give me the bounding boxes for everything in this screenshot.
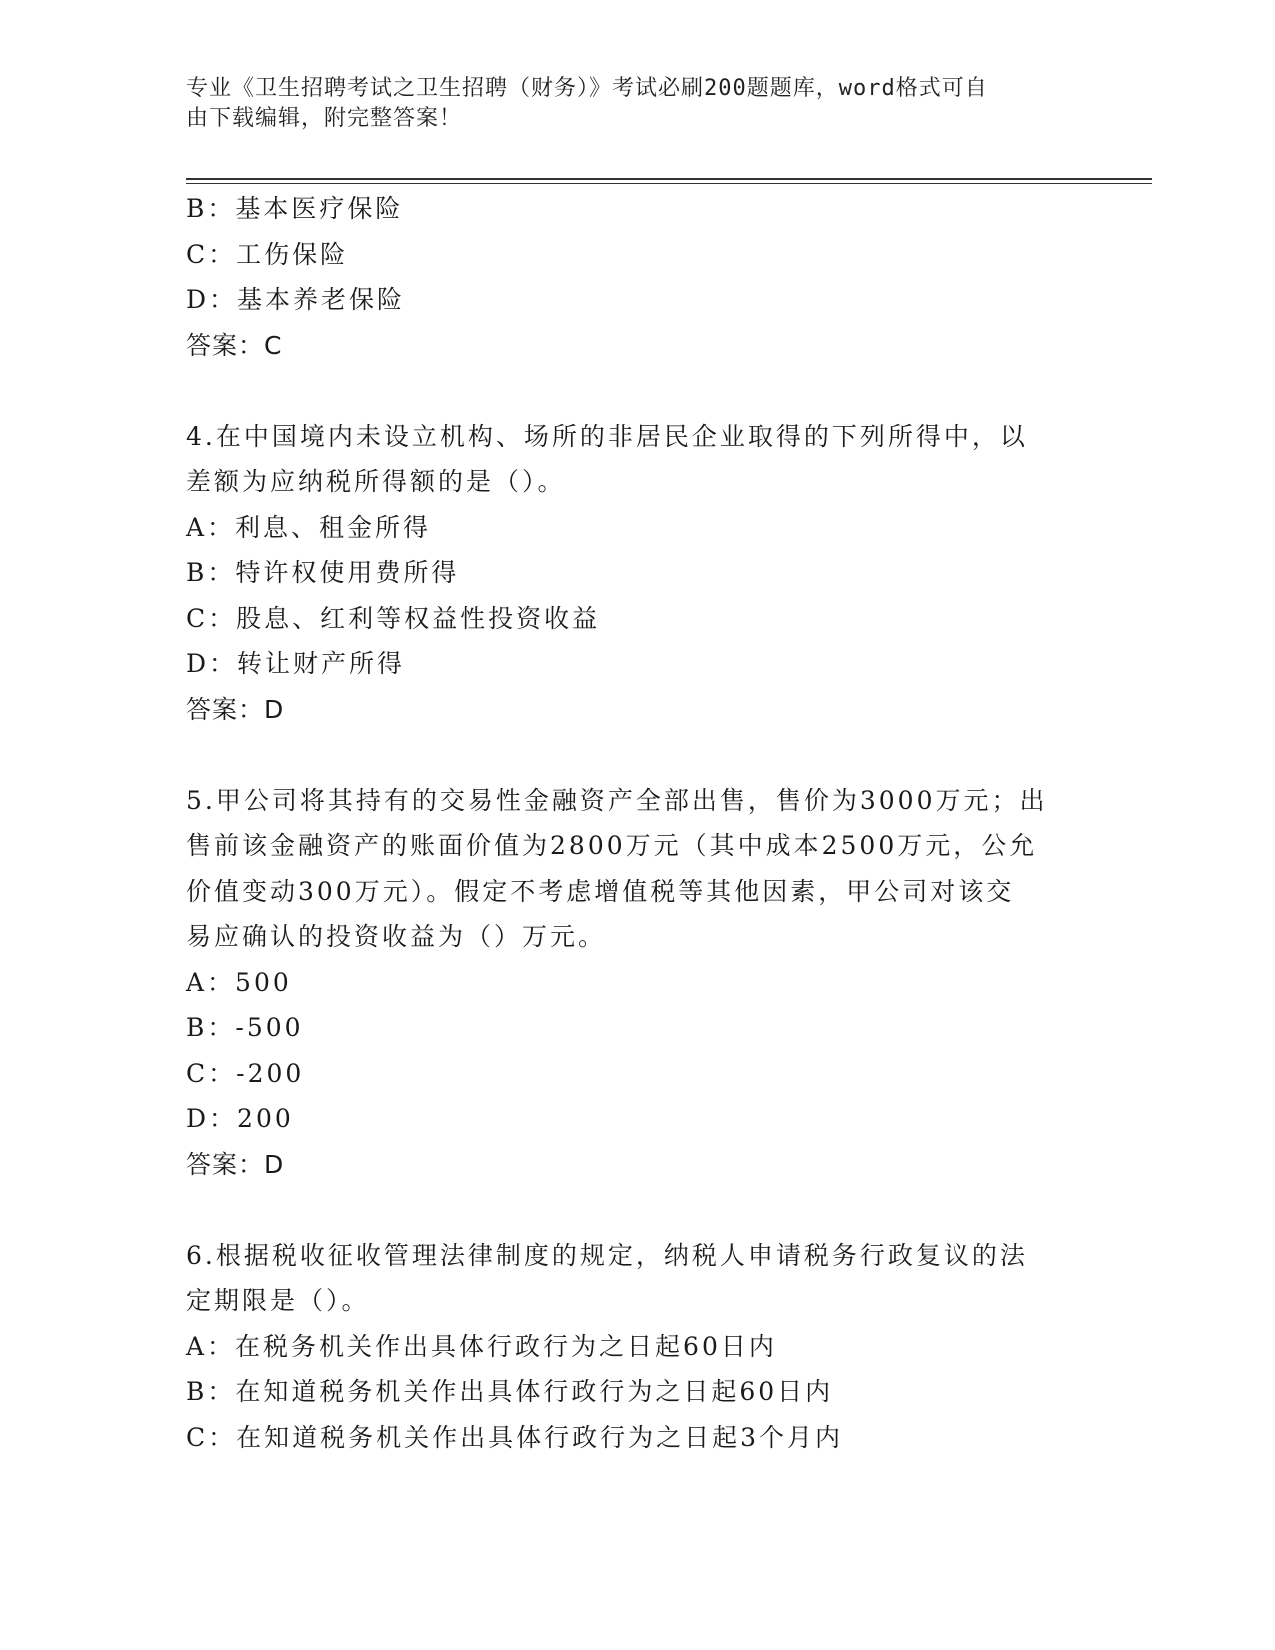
- answer-label: 答案：D: [186, 694, 285, 724]
- question-list: [186, 186, 1086, 1460]
- question-stem: 4.在中国境内未设立机构、场所的非居民企业取得的下列所得中，以: [186, 421, 1028, 451]
- question-4: [186, 414, 1086, 733]
- question-stem: 易应确认的投资收益为（）万元。: [186, 922, 607, 951]
- question-6: [186, 1233, 1086, 1461]
- option-b: B：基本医疗保险: [186, 194, 404, 223]
- spacer: [186, 1187, 1086, 1233]
- option-a: A：500: [186, 967, 292, 997]
- option-a: A：利息、租金所得: [186, 512, 432, 542]
- header-line-2: 由下载编辑，附完整答案！: [186, 106, 463, 131]
- option-c: C：在知道税务机关作出具体行政行为之日起3个月内: [186, 1422, 844, 1452]
- spacer: [186, 732, 1086, 778]
- answer-label: 答案：D: [186, 1149, 285, 1179]
- page-header: [186, 74, 1086, 134]
- option-a: A：在税务机关作出具体行政行为之日起60日内: [186, 1331, 777, 1361]
- header-divider-thick: [186, 178, 1152, 180]
- option-d: D：200: [186, 1104, 294, 1133]
- question-stem: 6.根据税收征收管理法律制度的规定，纳税人申请税务行政复议的法: [186, 1240, 1028, 1270]
- question-3-continued: [186, 186, 1086, 368]
- option-c: C：-200: [186, 1058, 305, 1088]
- option-b: B：-500: [186, 1013, 304, 1042]
- answer-label: 答案：C: [186, 330, 283, 360]
- header-line-1: 专业《卫生招聘考试之卫生招聘（财务）》考试必刷200题题库，word格式可自: [186, 76, 988, 101]
- option-c: C：工伤保险: [186, 239, 349, 269]
- header-divider-thin: [186, 183, 1152, 184]
- spacer: [186, 368, 1086, 414]
- question-stem: 价值变动300万元）。假定不考虑增值税等其他因素，甲公司对该交: [186, 876, 1015, 906]
- question-stem: 定期限是（）。: [186, 1286, 370, 1315]
- option-b: B：特许权使用费所得: [186, 558, 460, 587]
- option-c: C：股息、红利等权益性投资收益: [186, 603, 601, 633]
- option-d: D：转让财产所得: [186, 649, 406, 678]
- option-b: B：在知道税务机关作出具体行政行为之日起60日内: [186, 1377, 834, 1406]
- option-d: D：基本养老保险: [186, 285, 406, 314]
- question-5: [186, 778, 1086, 1188]
- question-stem: 差额为应纳税所得额的是（）。: [186, 467, 566, 496]
- question-stem: 售前该金融资产的账面价值为2800万元（其中成本2500万元，公允: [186, 831, 1038, 860]
- question-stem: 5.甲公司将其持有的交易性金融资产全部出售，售价为3000万元；出: [186, 785, 1048, 815]
